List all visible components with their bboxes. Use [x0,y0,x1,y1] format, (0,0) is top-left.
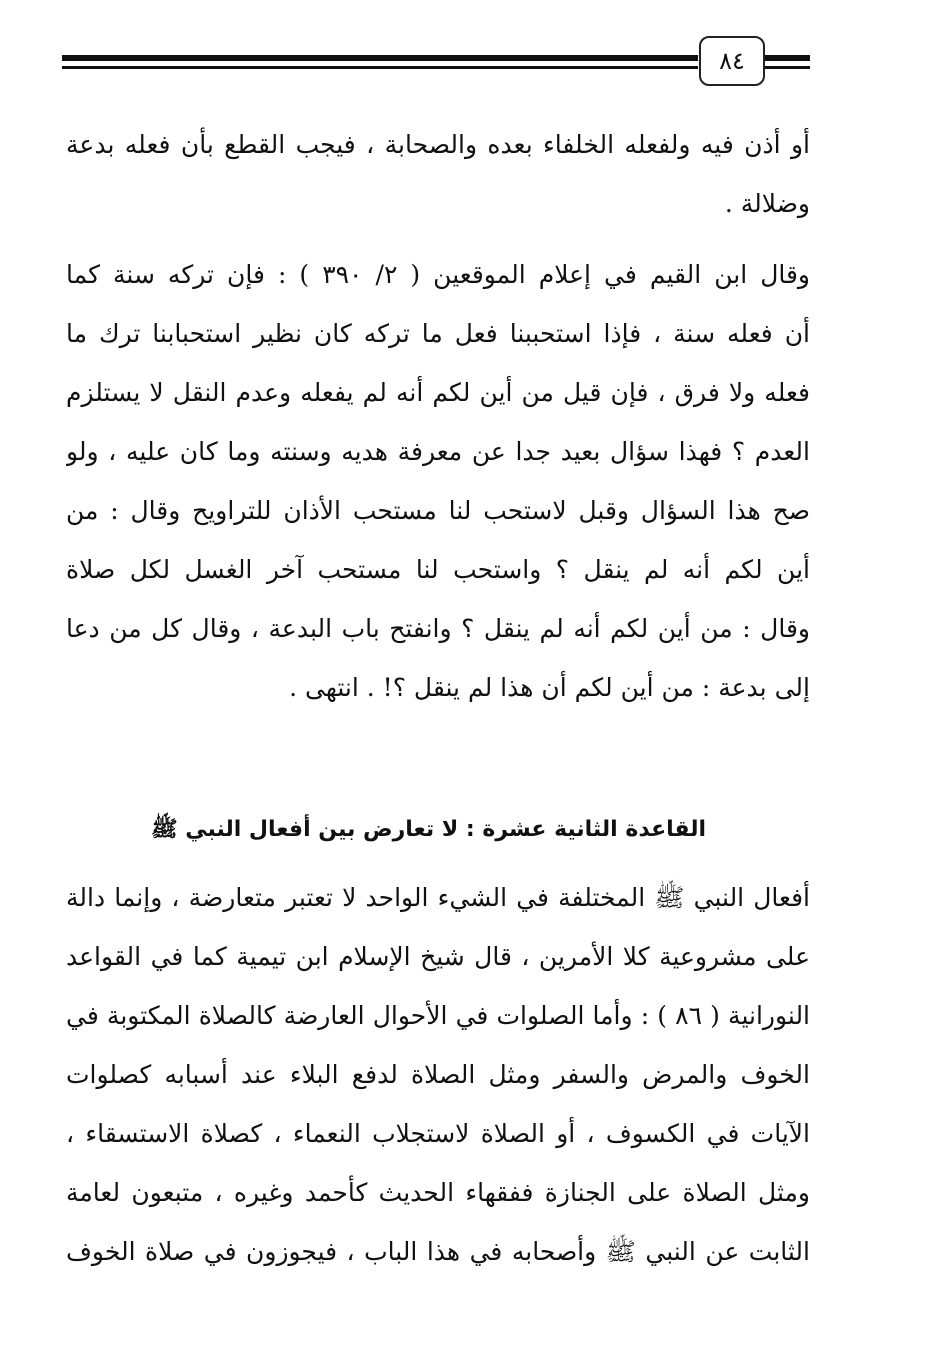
paragraph-2 [66,245,810,717]
paragraph-line: أفعال النبي ﷺ المختلفة في الشيء الواحد لا تعتبر متعارضة ، وإنما دالة [66,883,810,912]
paragraph-line: أين لكم أنه لم ينقل ؟ واستحب لنا مستحب آخر الغسل لكل صلاة [66,555,810,584]
paragraph-line: على مشروعية كلا الأمرين ، قال شيخ الإسلام ابن تيمية كما في القواعد [66,942,810,971]
paragraph-line: ومثل الصلاة على الجنازة ففقهاء الحديث كأحمد وغيره ، متبعون لعامة [66,1178,810,1207]
paragraph-line: العدم ؟ فهذا سؤال بعيد جدا عن معرفة هديه وسنته وما كان عليه ، ولو [66,437,810,466]
paragraph-line: النورانية ( ٨٦ ) : وأما الصلوات في الأحوال العارضة كالصلاة المكتوبة في [66,1001,810,1030]
paragraph-line: إلى بدعة : من أين لكم أن هذا لم ينقل ؟! . انتهى . [289,673,810,702]
paragraph-line: أن فعله سنة ، فإذا استحببنا فعل ما تركه كان نظير استحبابنا ترك ما [66,319,810,348]
header-rule-right-bottom [762,66,810,69]
section-heading: القاعدة الثانية عشرة : لا تعارض بين أفعال النبي ﷺ [151,817,706,842]
paragraph-line: فعله ولا فرق ، فإن قيل من أين لكم أنه لم يفعله وعدم النقل لا يستلزم [66,378,810,407]
paragraph-line: صح هذا السؤال وقبل لاستحب لنا مستحب الأذان للتراويح وقال : من [66,496,810,525]
paragraph-line: وضلالة . [724,189,810,218]
paragraph-1 [66,115,810,233]
paragraph-line: وقال : من أين لكم أنه لم ينقل ؟ وانفتح باب البدعة ، وقال كل من دعا [66,614,810,643]
header-rule-right-top [762,55,810,61]
paragraph-line: الآيات في الكسوف ، أو الصلاة لاستجلاب النعماء ، كصلاة الاستسقاء ، [66,1119,810,1148]
paragraph-line: الثابت عن النبي ﷺ وأصحابه في هذا الباب ، فيجوزون في صلاة الخوف [66,1237,810,1266]
paragraph-3 [66,868,810,1281]
paragraph-line: وقال ابن القيم في إعلام الموقعين ( ٢/ ٣٩٠ ) : فإن تركه سنة كما [66,260,810,289]
header-rule-left-bottom [62,66,698,69]
page-number-text: ٨٤ [719,47,745,75]
paragraph-line: الخوف والمرض والسفر ومثل الصلاة لدفع البلاء عند أسبابه كصلوات [66,1060,810,1089]
paragraph-line: أو أذن فيه ولفعله الخلفاء بعده والصحابة ، فيجب القطع بأن فعله بدعة [66,130,810,159]
page-number [699,36,765,86]
header-rule-left-top [62,55,698,61]
